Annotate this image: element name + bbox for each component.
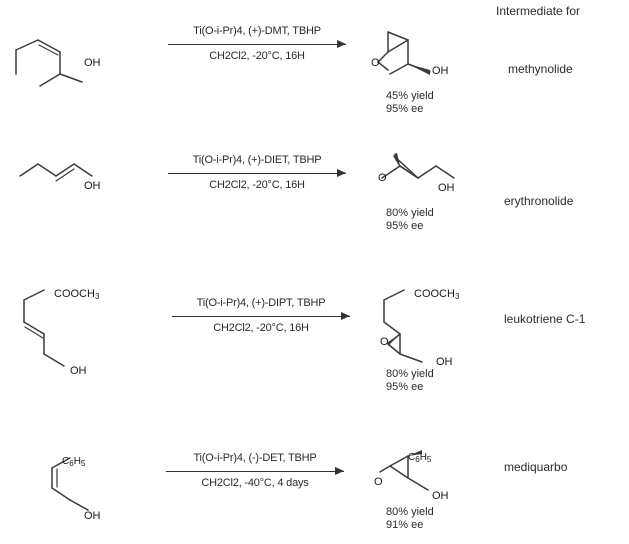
target-label: erythronolide [504,194,574,208]
product-label-oh: OH [432,490,449,502]
reaction-arrow-icon [166,466,344,476]
arrow-conditions: CH2Cl2, -20°C, 16H [209,50,305,62]
arrow-reagents: Ti(O-i-Pr)4, (-)-DET, TBHP [193,452,317,464]
product-label-o: O [380,336,389,348]
yield-value: 80% yield [386,506,434,518]
substrate-label-ester: $COOCH_3$ [54,288,100,301]
reaction-arrow-icon [172,311,350,321]
product-structure [376,150,476,205]
substrate-label-oh: OH [70,365,87,377]
product-label-ester: $COOCH_3$ [414,288,460,301]
ee-value: 91% ee [386,519,424,531]
arrow-conditions: CH2Cl2, -20°C, 16H [209,179,305,191]
reaction-arrow-block [172,297,350,334]
product-structure [376,288,486,378]
target-label-intro: Intermediate for [496,4,581,18]
substrate-structure [16,150,116,200]
reaction-row [0,430,629,544]
substrate-structure [8,22,118,92]
product-label-o: O [371,57,380,69]
product-label-oh: OH [438,182,455,194]
substrate-label-oh: OH [84,57,101,69]
yield-value: 80% yield [386,368,434,380]
arrow-reagents: Ti(O-i-Pr)4, (+)-DIPT, TBHP [196,297,326,309]
reaction-arrow-icon [168,168,346,178]
substrate-label-oh: OH [84,180,101,192]
arrow-conditions: CH2Cl2, -20°C, 16H [213,322,309,334]
reaction-row [0,0,629,130]
product-label-oh: OH [436,356,453,368]
product-label-phenyl: $C_6H_5$ [408,452,432,464]
ee-value: 95% ee [386,381,424,393]
reaction-row [0,272,629,412]
reaction-arrow-block [168,154,346,191]
reaction-arrow-block [168,25,346,62]
substrate-label-phenyl: $C_6H_5$ [62,456,86,468]
substrate-label-oh: OH [84,510,101,522]
target-label: leukotriene C-1 [504,312,586,326]
reaction-arrow-block [166,452,344,489]
yield-value: 45% yield [386,90,434,102]
target-label: methynolide [508,62,573,76]
arrow-conditions: CH2Cl2, -40°C, 4 days [201,477,309,489]
arrow-reagents: Ti(O-i-Pr)4, (+)-DIET, TBHP [192,154,322,166]
arrow-reagents: Ti(O-i-Pr)4, (+)-DMT, TBHP [193,25,321,37]
yield-info [386,506,434,532]
product-structure [368,22,468,92]
yield-info [386,368,434,394]
yield-info [386,207,434,233]
yield-info [386,90,434,116]
target-label: mediquarbo [504,460,568,474]
product-label-o: O [374,476,383,488]
product-label-o: O [378,172,387,184]
ee-value: 95% ee [386,103,424,115]
reaction-row [0,132,629,262]
reaction-arrow-icon [168,39,346,49]
yield-value: 80% yield [386,207,434,219]
ee-value: 95% ee [386,220,424,232]
product-label-oh: OH [432,65,449,77]
